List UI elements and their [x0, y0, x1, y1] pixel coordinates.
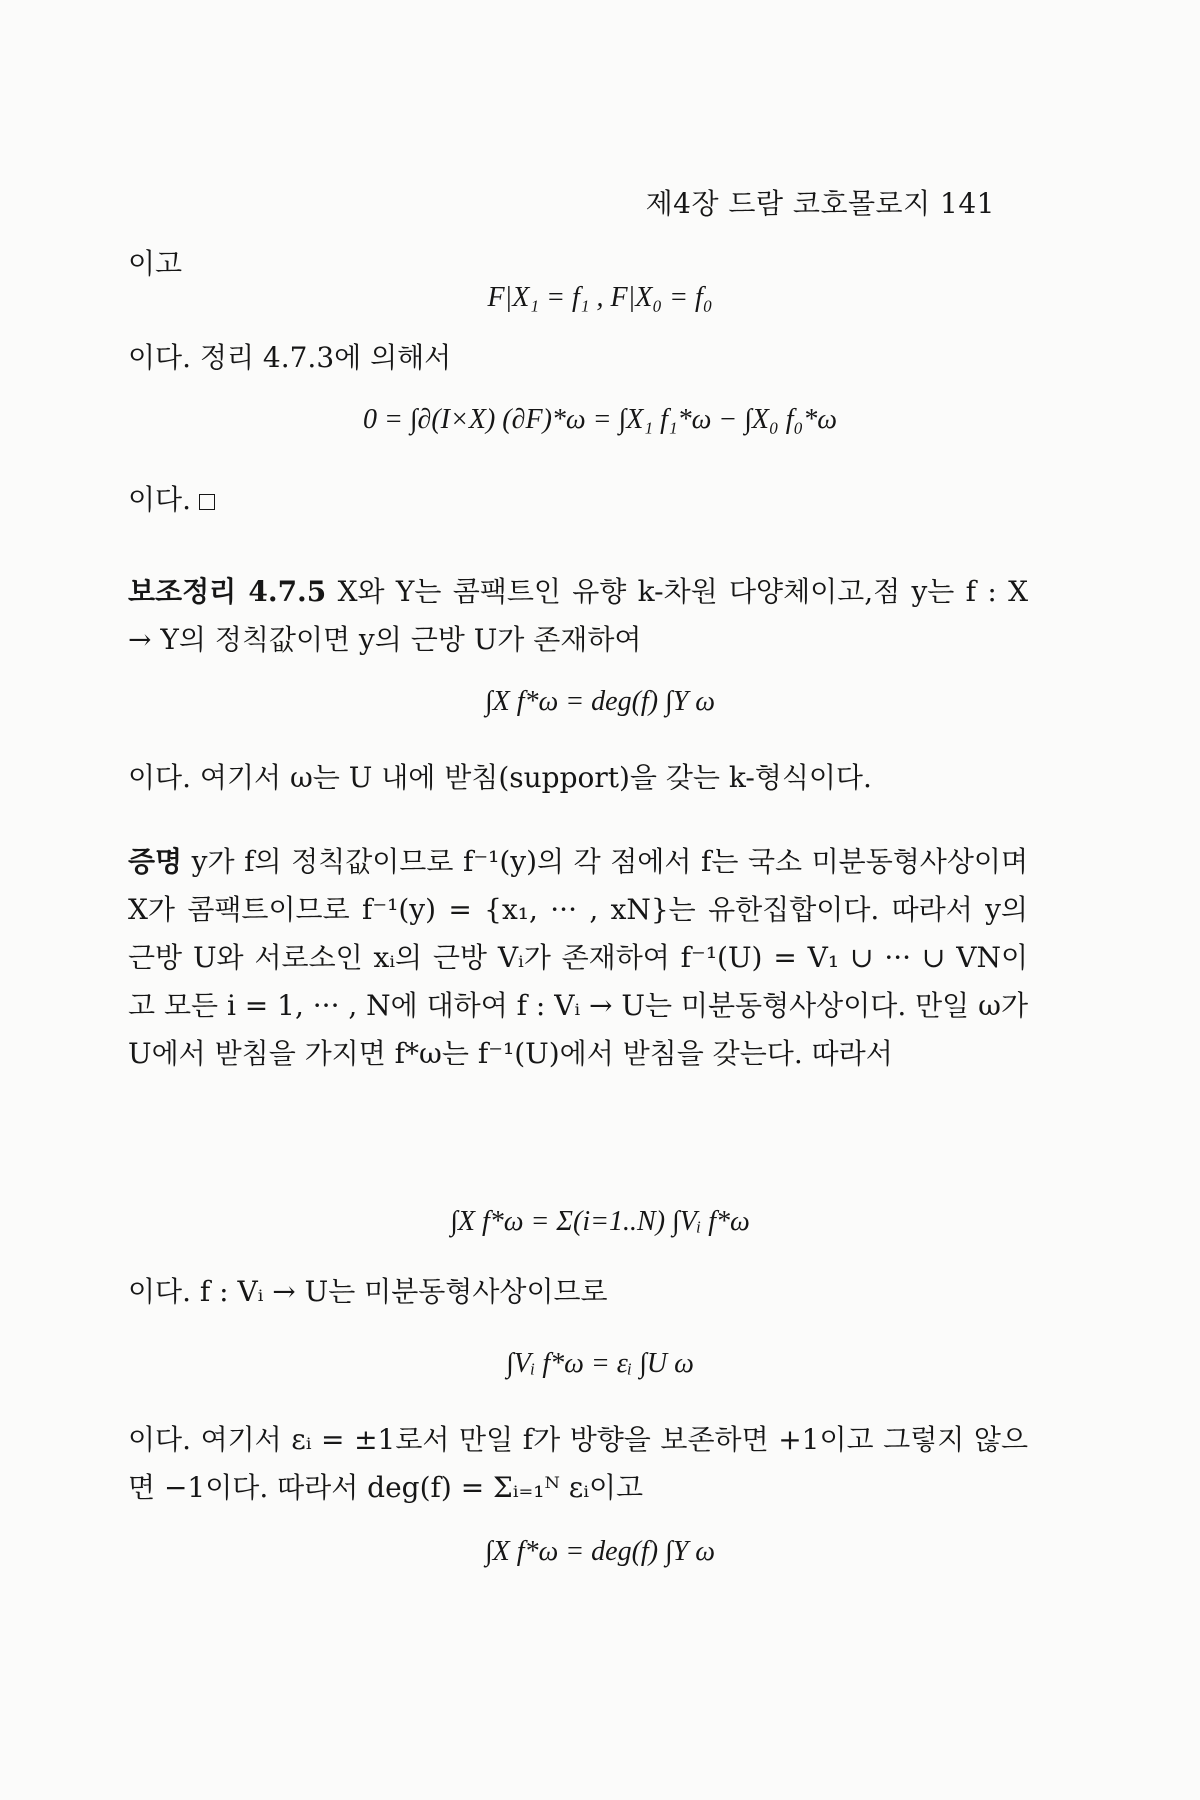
lemma-body: X와 Y는 콤팩트인 유향 k-차원 다양체이고,점 y는 f : X → Y의 정칙값이면 y의 근방 U가 존재하여: [128, 575, 1028, 656]
proof-body: y가 f의 정칙값이므로 f⁻¹(y)의 각 점에서 f는 국소 미분동형사상이며 X가 콤팩트이므로 f⁻¹(y) = {x₁, ··· , xN}는 유한집합이다. 따라서 y의 근방 U와 서로소인 xᵢ의 근방 Vᵢ가 존재하여 f⁻¹(U) = V₁ ∪ ··· ∪ VN이고 모든 i = 1, ··· , N에 대하여 f : Vᵢ → U는 미분동형사상이다. 만일 ω가 U에서 받침을 가지면 f*ω는 f⁻¹(U)에서 받침을 갖는다. 따라서: [128, 845, 1028, 1070]
lemma-paragraph: [128, 568, 1028, 664]
lemma-title: 보조정리 4.7.5: [128, 575, 327, 608]
equation-integral-zero: 0 = ∫∂(I×X) (∂F)*ω = ∫X₁ f₁*ω − ∫X₀ f₀*ω: [362, 404, 838, 435]
equation-degree-2: ∫X f*ω = deg(f) ∫Y ω: [484, 1536, 716, 1567]
text-line-diffeo: 이다. f : Vᵢ → U는 미분동형사상이므로: [128, 1275, 608, 1308]
text-line-theorem-ref: 이다. 정리 4.7.3에 의해서: [128, 341, 452, 374]
text-line-ida-qed: [128, 476, 1028, 524]
text-ida: 이다.: [128, 483, 191, 516]
text-line-support: 이다. 여기서 ω는 U 내에 받침(support)을 갖는 k-형식이다.: [128, 761, 872, 794]
proof-title: 증명: [128, 845, 183, 878]
equation-degree-1: ∫X f*ω = deg(f) ∫Y ω: [484, 686, 716, 717]
equation-epsilon: ∫Vᵢ f*ω = εᵢ ∫U ω: [506, 1348, 694, 1379]
proof-paragraph: [128, 838, 1028, 1078]
text-line-igo: 이고: [128, 247, 183, 280]
text-paragraph-orientation: 이다. 여기서 εᵢ = ±1로서 만일 f가 방향을 보존하면 +1이고 그렇지 않으면 −1이다. 따라서 deg(f) = Σᵢ₌₁ᴺ εᵢ이고: [128, 1423, 1028, 1504]
qed-symbol: [199, 494, 215, 510]
running-header: 제4장 드람 코호몰로지 141: [645, 187, 995, 220]
equation-sum: ∫X f*ω = Σ(i=1..N) ∫Vᵢ f*ω: [450, 1206, 750, 1237]
equation-restriction: F|X₁ = f₁ , F|X₀ = f₀: [487, 282, 713, 313]
